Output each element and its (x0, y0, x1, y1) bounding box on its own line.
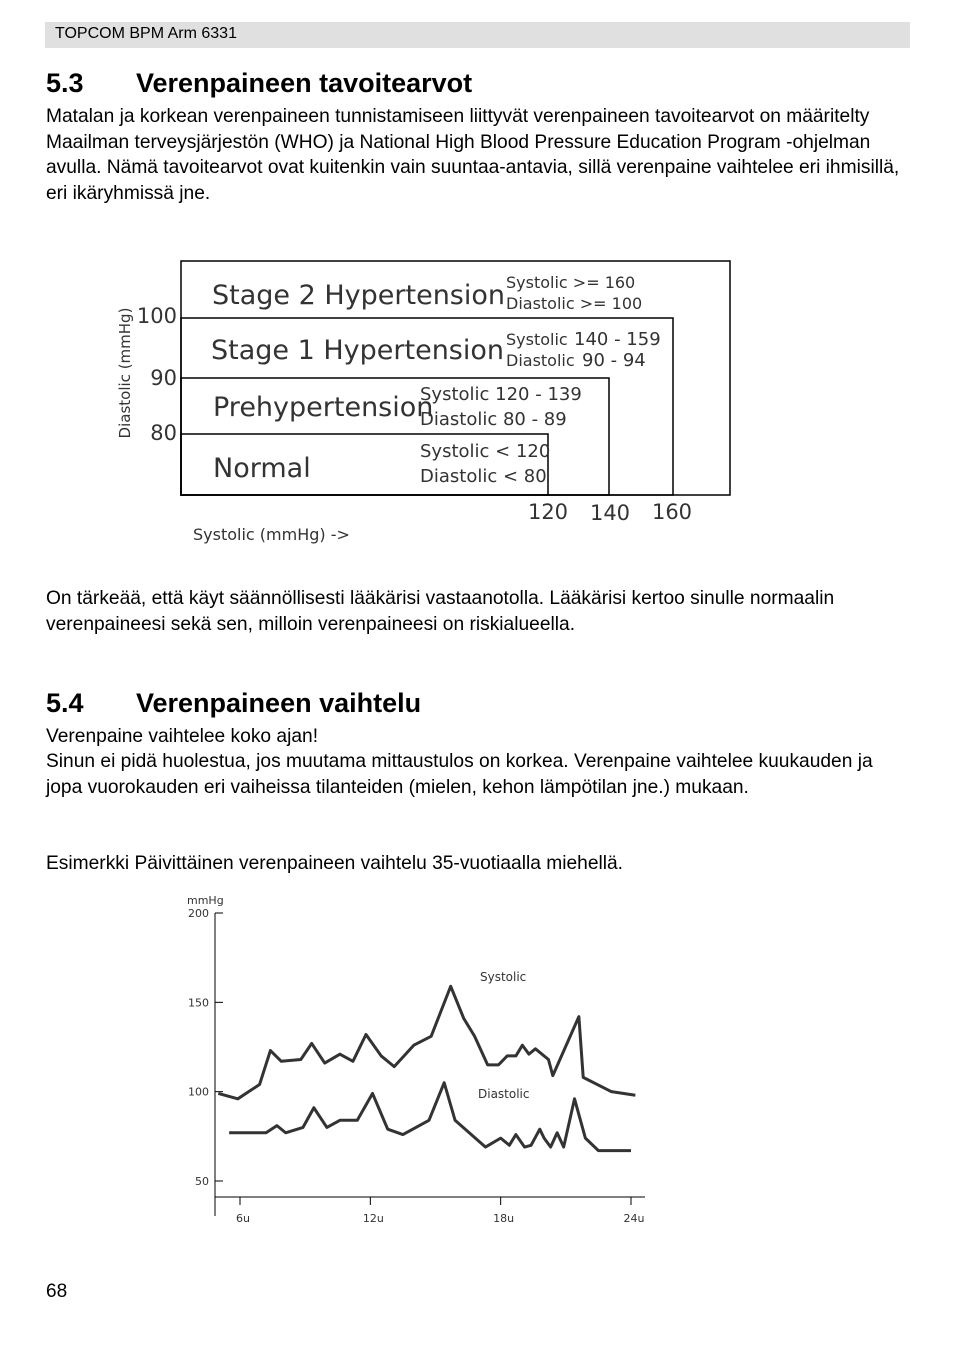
prehypertension-systolic: Systolic 120 - 139 (420, 384, 582, 405)
stage1-label: Stage 1 Hypertension (211, 335, 505, 366)
section-5-4-line1: Verenpaine vaihtelee koko ajan! (46, 726, 319, 747)
series-label-diastolic: Diastolic (478, 1087, 530, 1101)
x-tick-label: 12u (362, 1212, 384, 1225)
normal-label: Normal (213, 453, 311, 484)
section-5-4-example: Esimerkki Päivittäinen verenpaineen vaihtelu 35-vuotiaalla miehellä. (46, 853, 624, 874)
y-tick-label: 100 (188, 1085, 209, 1099)
bp-category-diagram (100, 250, 760, 560)
x-tick-120: 120 (527, 500, 569, 524)
y-tick-label: 150 (188, 996, 209, 1010)
x-tick-160: 160 (651, 500, 693, 524)
stage1-diastolic-range: 90 - 94 (582, 350, 646, 371)
page-number: 68 (46, 1281, 68, 1302)
prehypertension-label: Prehypertension (213, 392, 434, 423)
stage2-diastolic: Diastolic >= 100 (506, 294, 643, 313)
stage2-label: Stage 2 Hypertension (212, 280, 506, 311)
section-title: Verenpaineen vaihtelu (136, 688, 422, 718)
y-tick-80: 80 (150, 421, 177, 445)
page-header-bar (45, 22, 910, 48)
stage1-systolic-range: 140 - 159 (574, 329, 661, 350)
y-tick-90: 90 (150, 366, 177, 390)
section-5-4-heading (46, 688, 421, 719)
section-number: 5.4 (46, 688, 84, 718)
x-tick-label: 18u (493, 1212, 515, 1225)
y-axis-unit: mmHg (187, 894, 224, 907)
x-tick-140: 140 (589, 501, 631, 525)
y-tick-label: 50 (195, 1175, 209, 1188)
prehypertension-diastolic: Diastolic 80 - 89 (420, 409, 567, 430)
stage1-diastolic-label: Diastolic (506, 351, 575, 370)
section-number: 5.3 (46, 68, 84, 98)
section-5-3-intro: Matalan ja korkean verenpaineen tunnistamiseen liittyvät verenpaineen tavoitearvot on määritelty Maailman terveysjärjestön (WHO) ja National High Blood Pressure Education Program -ohjelman avulla. Nämä tavoitearvot ovat kuitenkin vain suuntaa-antavia, sillä verenpaine vaihtelee eri ihmisillä, eri ikäryhmissä jne. (46, 106, 900, 204)
x-tick-label: 6u (236, 1212, 250, 1225)
normal-diastolic: Diastolic < 80 (420, 466, 547, 487)
series-line-diastolic (229, 1083, 631, 1151)
series-label-systolic: Systolic (480, 970, 527, 984)
header-title: TOPCOM BPM Arm 6331 (55, 25, 237, 42)
x-axis-label: Systolic (mmHg) -> (193, 525, 350, 544)
section-title: Verenpaineen tavoitearvot (136, 68, 473, 98)
section-5-3-after-chart: On tärkeää, että käyt säännöllisesti lääkärisi vastaanotolla. Lääkärisi kertoo sinulle normaalin verenpaineesi sekä sen, milloin verenpaineesi on riskialueella. (46, 588, 835, 635)
section-5-3-heading (46, 68, 472, 99)
series-line-systolic (218, 986, 635, 1099)
section-5-4-para: Sinun ei pidä huolestua, jos muutama mittaustulos on korkea. Verenpaine vaihtelee kuukauden ja jopa vuorokauden eri vaiheissa tilanteiden (mielen, kehon lämpötilan jne.) mukaan. (46, 751, 873, 798)
y-axis-label: Diastolic (mmHg) (116, 307, 134, 439)
stage1-systolic-label: Systolic (506, 330, 568, 349)
x-tick-label: 24u (623, 1212, 645, 1225)
daily-bp-line-chart (170, 885, 670, 1230)
y-tick-100: 100 (136, 304, 177, 328)
y-tick-label: 200 (188, 907, 209, 920)
normal-systolic: Systolic < 120 (420, 441, 551, 462)
stage2-systolic: Systolic >= 160 (506, 273, 636, 292)
